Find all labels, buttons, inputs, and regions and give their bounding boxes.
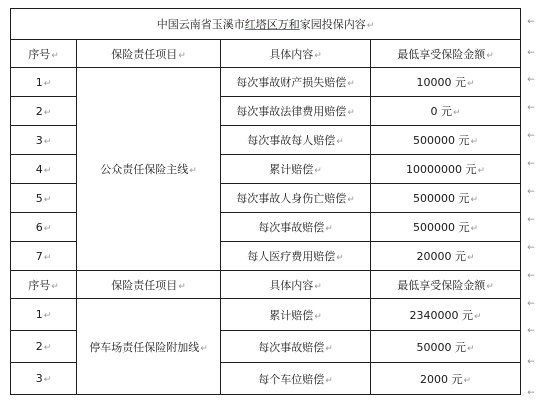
paragraph-mark-icon: ↵ [51, 281, 59, 292]
amount-cell: 10000000 元↵ [371, 155, 521, 184]
row-number: 1↵ [11, 299, 77, 331]
row-end-arrow-icon: ← [527, 103, 535, 113]
content-cell: 每次事故法律费用赔偿↵ [221, 97, 371, 126]
paragraph-mark-icon: ↵ [470, 195, 479, 205]
row-end-arrow-icon: ← [527, 243, 535, 253]
paragraph-mark-icon: ↵ [486, 50, 494, 61]
paragraph-mark-icon: ↵ [43, 107, 52, 118]
paragraph-mark-icon: ↵ [467, 253, 475, 263]
paragraph-mark-icon: ↵ [43, 252, 52, 263]
row-number: 3↵ [11, 363, 77, 395]
row-number: 6↵ [11, 213, 77, 242]
row-number: 7↵ [11, 242, 77, 271]
paragraph-mark-icon: ↵ [347, 195, 355, 205]
row-end-arrow-icon: ← [527, 326, 535, 336]
row-number: 5↵ [11, 184, 77, 213]
paragraph-mark-icon: ↵ [347, 108, 355, 118]
paragraph-mark-icon: ↵ [336, 137, 344, 147]
insurance-table [10, 8, 521, 395]
paragraph-mark-icon: ↵ [325, 224, 333, 234]
paragraph-mark-icon: ↵ [200, 343, 208, 354]
paragraph-mark-icon: ↵ [43, 194, 52, 205]
paragraph-mark-icon: ↵ [43, 375, 52, 385]
paragraph-mark-icon: ↵ [314, 50, 322, 61]
header-item: 保险责任项目↵ [77, 40, 221, 68]
paragraph-mark-icon: ↵ [467, 79, 475, 89]
amount-cell: 500000 元↵ [371, 184, 521, 213]
row-end-arrow-icon: ← [527, 271, 535, 281]
header-amount: 最低享受保险金额↵ [371, 40, 521, 68]
paragraph-mark-icon: ↵ [51, 50, 59, 61]
row-end-arrow-icon: ← [527, 159, 535, 169]
paragraph-mark-icon: ↵ [470, 137, 479, 147]
category-cell: 公众责任保险主线↵ [77, 68, 221, 271]
paragraph-mark-icon: ↵ [347, 79, 355, 89]
header-number: 序号↵ [11, 40, 77, 68]
amount-cell: 0 元↵ [371, 97, 521, 126]
section1-header-row [11, 40, 521, 68]
paragraph-mark-icon: ↵ [325, 343, 333, 354]
paragraph-mark-icon: ↵ [336, 253, 344, 263]
paragraph-mark-icon: ↵ [474, 311, 482, 322]
paragraph-mark-icon: ↵ [486, 281, 494, 292]
content-cell: 每次事故人身伤亡赔偿↵ [221, 184, 371, 213]
row-number: 4↵ [11, 155, 77, 184]
category-cell: 停车场责任保险附加线↵ [77, 299, 221, 395]
paragraph-mark-icon: ↵ [178, 281, 186, 292]
amount-cell: 500000 元↵ [371, 213, 521, 242]
paragraph-mark-icon: ↵ [366, 21, 375, 31]
row-number: 2↵ [11, 97, 77, 126]
content-cell: 每次事故赔偿↵ [221, 331, 371, 363]
row-end-arrow-icon: ← [527, 131, 535, 141]
title-part-1: 中国云南省玉溪市 [156, 18, 245, 31]
content-cell: 每个车位赔偿↵ [221, 363, 371, 395]
paragraph-mark-icon: ↵ [43, 343, 52, 353]
title-part-3: 家园投保内容 [299, 18, 366, 31]
section2-header-row [11, 271, 521, 299]
row-end-arrow-icon: ← [527, 299, 535, 309]
paragraph-mark-icon: ↵ [189, 166, 197, 176]
row-end-arrow-icon: ← [527, 357, 535, 367]
paragraph-mark-icon: ↵ [470, 224, 479, 234]
row-end-arrow-icon: ← [527, 48, 535, 58]
amount-cell: 20000 元↵ [371, 242, 521, 271]
content-cell: 每次事故赔偿↵ [221, 213, 371, 242]
paragraph-mark-icon: ↵ [178, 50, 186, 61]
paragraph-mark-icon: ↵ [43, 78, 52, 89]
row-end-arrow-icon: ← [527, 215, 535, 225]
row-end-marks [526, 0, 536, 419]
header-number: 序号↵ [11, 271, 77, 299]
paragraph-mark-icon: ↵ [453, 108, 461, 118]
row-number: 3↵ [11, 126, 77, 155]
amount-cell: 2000 元↵ [371, 363, 521, 395]
row-number: 1↵ [11, 68, 77, 97]
paragraph-mark-icon: ↵ [43, 165, 52, 176]
row-end-arrow-icon: ← [527, 75, 535, 85]
amount-cell: 10000 元↵ [371, 68, 521, 97]
table-title [11, 9, 521, 40]
content-cell: 每人医疗费用赔偿↵ [221, 242, 371, 271]
content-cell: 累计赔偿↵ [221, 299, 371, 331]
header-content: 具体内容↵ [221, 40, 371, 68]
table-row [11, 68, 521, 97]
paragraph-mark-icon: ↵ [467, 343, 475, 354]
amount-cell: 50000 元↵ [371, 331, 521, 363]
header-item: 保险责任项目↵ [77, 271, 221, 299]
row-end-arrow-icon: ← [527, 187, 535, 197]
paragraph-mark-icon: ↵ [314, 166, 322, 176]
paragraph-mark-icon: ↵ [477, 166, 486, 176]
content-cell: 每次事故财产损失赔偿↵ [221, 68, 371, 97]
paragraph-mark-icon: ↵ [43, 223, 52, 234]
title-part-2: 红塔区万和 [244, 18, 300, 31]
header-content: 具体内容↵ [221, 271, 371, 299]
paragraph-mark-icon: ↵ [314, 281, 322, 292]
content-cell: 每次事故每人赔偿↵ [221, 126, 371, 155]
paragraph-mark-icon: ↵ [463, 375, 472, 386]
row-end-arrow-icon: ← [527, 17, 535, 27]
paragraph-mark-icon: ↵ [43, 136, 52, 147]
row-number: 2↵ [11, 331, 77, 363]
content-cell: 累计赔偿↵ [221, 155, 371, 184]
amount-cell: 500000 元↵ [371, 126, 521, 155]
paragraph-mark-icon: ↵ [314, 311, 322, 322]
row-end-arrow-icon: ← [527, 388, 535, 398]
header-amount: 最低享受保险金额↵ [371, 271, 521, 299]
paragraph-mark-icon: ↵ [43, 311, 52, 321]
paragraph-mark-icon: ↵ [325, 375, 333, 386]
amount-cell: 2340000 元↵ [371, 299, 521, 331]
table-row [11, 299, 521, 331]
